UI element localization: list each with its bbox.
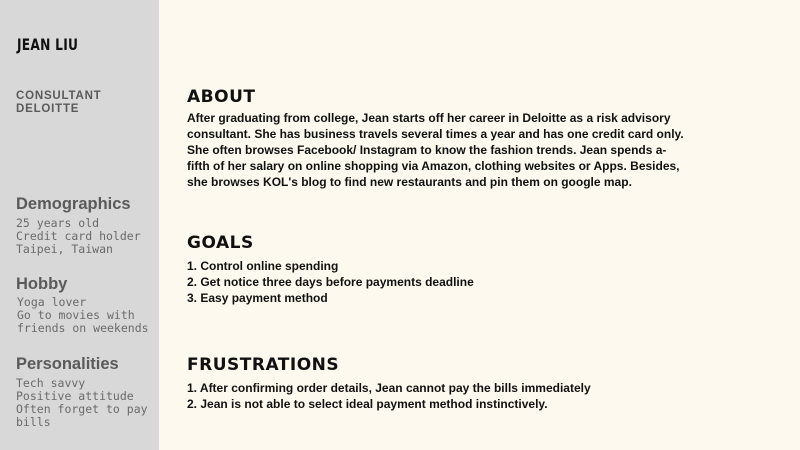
list-item: 1. After confirming order details, Jean cannot pay the bills immediately (187, 381, 591, 395)
hobby-heading: Hobby (16, 275, 68, 293)
frustrations-list (187, 380, 767, 412)
persona-role (16, 90, 102, 116)
list-item: bills (16, 415, 51, 429)
list-item: Positive attitude (16, 389, 134, 403)
frustrations-heading: FRUSTRATIONS (187, 355, 340, 375)
list-item: 2. Get notice three days before payments deadline (187, 275, 474, 289)
paragraph-line: After graduating from college, Jean starts off her career in Deloitte as a risk advisory (187, 111, 671, 125)
persona-name: JEAN LIU (17, 35, 79, 54)
role-company: DELOITTE (16, 103, 80, 115)
personalities-list (16, 377, 148, 429)
list-item: Tech savvy (16, 376, 86, 390)
list-item: friends on weekends (17, 321, 149, 335)
list-item: Credit card holder (16, 229, 141, 243)
paragraph-line: She often browses Facebook/ Instagram to know the fashion trends. Jean spends a- (187, 143, 667, 157)
about-heading: ABOUT (187, 87, 256, 107)
about-text (187, 110, 767, 190)
paragraph-line: consultant. She has business travels several times a year and has one credit card only. (187, 127, 684, 141)
list-item: Often forget to pay (16, 402, 148, 416)
list-item: Taipei, Taiwan (16, 242, 113, 256)
demographics-heading: Demographics (16, 195, 131, 213)
list-item: Yoga lover (17, 295, 87, 309)
list-item: 25 years old (16, 216, 100, 230)
goals-list (187, 258, 767, 306)
personalities-heading: Personalities (16, 355, 119, 373)
hobby-list (17, 296, 149, 335)
sidebar (0, 0, 159, 450)
paragraph-line: fifth of her salary on online shopping via Amazon, clothing websites or Apps. Besides, (187, 159, 680, 173)
paragraph-line: she browses KOL's blog to find new restaurants and pin them on google map. (187, 175, 632, 189)
demographics-list (16, 217, 141, 256)
list-item: 3. Easy payment method (187, 291, 328, 305)
list-item: Go to movies with (17, 308, 135, 322)
list-item: 2. Jean is not able to select ideal payment method instinctively. (187, 397, 548, 411)
role-title: CONSULTANT (16, 90, 102, 102)
list-item: 1. Control online spending (187, 259, 339, 273)
goals-heading: GOALS (187, 233, 254, 253)
